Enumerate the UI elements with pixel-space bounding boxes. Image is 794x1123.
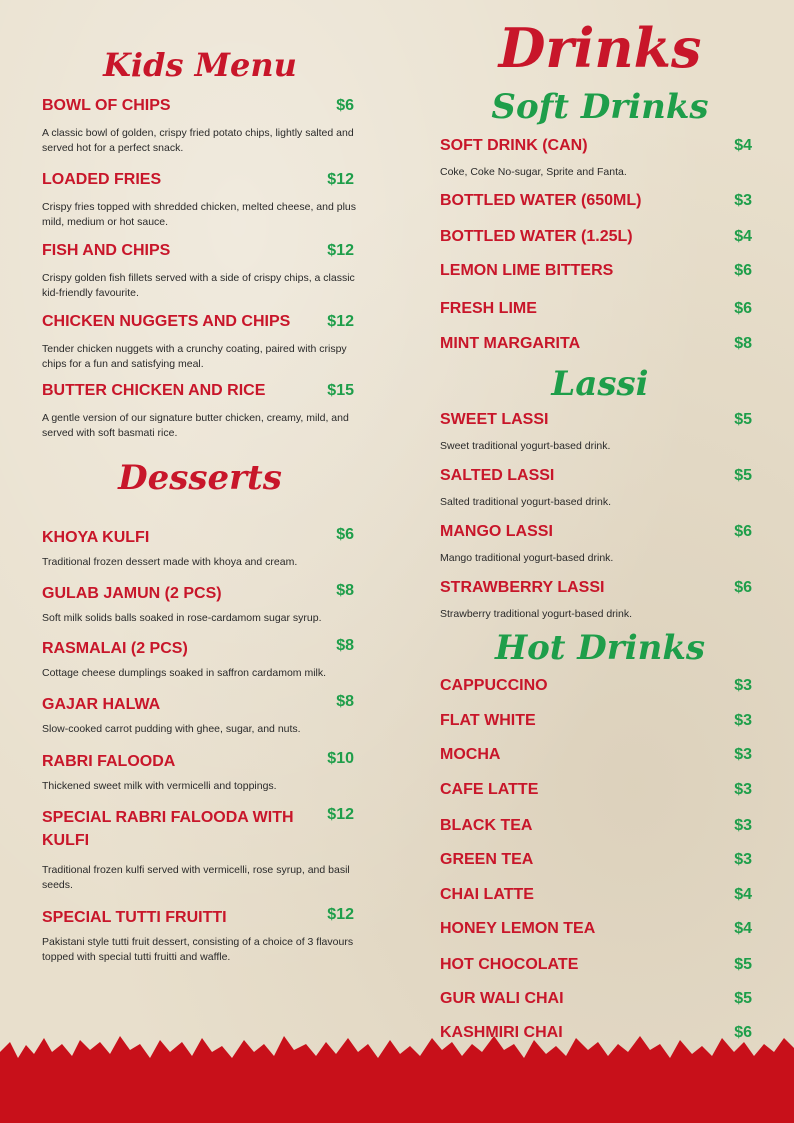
desserts-heading: Desserts [118,458,282,498]
item-price: $8 [734,335,752,352]
item-description: Soft milk solids balls soaked in rose-cardamom sugar syrup. [42,612,322,624]
item-name: HONEY LEMON TEA [440,920,596,937]
item-price: $6 [336,97,354,114]
item-description: Strawberry traditional yogurt-based drink. [440,608,633,620]
item-price: $12 [327,906,354,923]
item-price: $6 [734,262,752,279]
item-price: $5 [734,956,752,973]
item-price: $3 [734,677,752,694]
item-name: CHAI LATTE [440,886,534,903]
item-name: MINT MARGARITA [440,335,581,352]
item-description: Salted traditional yogurt-based drink. [440,496,612,508]
hot-drinks-heading: Hot Drinks [494,628,706,668]
item-price: $4 [734,228,752,245]
item-name: LEMON LIME BITTERS [440,262,614,279]
item-name: MANGO LASSI [440,523,553,540]
item-price: $6 [336,526,354,543]
item-description: Sweet traditional yogurt-based drink. [440,440,611,452]
item-price: $8 [336,693,354,710]
item-name: BOWL OF CHIPS [42,97,171,114]
item-price: $3 [734,781,752,798]
item-price: $12 [327,313,354,330]
item-price: $3 [734,851,752,868]
item-name: GREEN TEA [440,851,534,868]
item-price: $4 [734,920,752,937]
item-price: $15 [327,382,354,399]
item-name: SWEET LASSI [440,411,549,428]
item-name: CHICKEN NUGGETS AND CHIPS [42,313,291,330]
item-name: KASHMIRI CHAI [440,1024,563,1041]
item-price: $5 [734,411,752,428]
item-price: $12 [327,171,354,188]
item-price: $6 [734,579,752,596]
kids-menu-heading: Kids Menu [103,46,297,84]
item-price: $12 [327,242,354,259]
item-name: BLACK TEA [440,817,533,834]
item-price: $12 [327,806,354,823]
item-name: SALTED LASSI [440,467,555,484]
item-name: RASMALAI (2 PCS) [42,640,188,657]
item-description: A classic bowl of golden, crispy fried potato chips, lightly salted and served hot for a perfect snack. [42,127,354,154]
item-price: $3 [734,817,752,834]
item-name: BOTTLED WATER (650ML) [440,192,642,209]
item-price: $8 [336,637,354,654]
item-description: Slow-cooked carrot pudding with ghee, sugar, and nuts. [42,723,301,735]
soft-drinks-heading: Soft Drinks [491,87,709,127]
item-description: A gentle version of our signature butter chicken, creamy, mild, and served with soft basmati rice. [42,412,349,439]
item-description: Mango traditional yogurt-based drink. [440,552,614,564]
item-description: Thickened sweet milk with vermicelli and toppings. [42,780,277,792]
item-name: RABRI FALOODA [42,753,176,770]
item-price: $3 [734,192,752,209]
item-name: SOFT DRINK (CAN) [440,137,588,154]
item-name: CAPPUCCINO [440,677,548,694]
item-price: $5 [734,467,752,484]
item-price: $3 [734,712,752,729]
item-description: Traditional frozen dessert made with khoya and cream. [42,556,298,568]
item-price: $4 [734,886,752,903]
bottom-torn-band [0,1030,794,1123]
item-description: Cottage cheese dumplings soaked in saffron cardamom milk. [42,667,327,679]
item-description: Pakistani style tutti fruit dessert, consisting of a choice of 3 flavours topped with special tutti fruitti and waffle. [42,936,354,963]
item-description: Crispy golden fish fillets served with a side of crispy chips, a classic kid-friendly favourite. [42,272,355,299]
item-price: $8 [336,582,354,599]
item-name: MOCHA [440,746,501,763]
item-description: Crispy fries topped with shredded chicken, melted cheese, and plus mild, medium or hot sauce. [42,201,357,228]
item-name: HOT CHOCOLATE [440,956,579,973]
item-name: KHOYA KULFI [42,529,150,546]
item-name: BUTTER CHICKEN AND RICE [42,382,266,399]
item-price: $5 [734,990,752,1007]
item-name: LOADED FRIES [42,171,162,188]
item-description: Traditional frozen kulfi served with vermicelli, rose syrup, and basil seeds. [42,864,350,891]
item-description: Coke, Coke No-sugar, Sprite and Fanta. [440,166,627,178]
item-name: SPECIAL TUTTI FRUITTI [42,909,227,926]
item-name: GUR WALI CHAI [440,990,564,1007]
item-name: GULAB JAMUN (2 PCS) [42,585,222,602]
item-price: $6 [734,1024,752,1041]
item-price: $3 [734,746,752,763]
item-price: $6 [734,300,752,317]
item-name: SPECIAL RABRI FALOODA WITH KULFI [42,809,294,849]
drinks-heading: Drinks [498,16,702,80]
item-name: GAJAR HALWA [42,696,161,713]
item-name: CAFE LATTE [440,781,539,798]
lassi-heading: Lassi [551,364,649,404]
item-name: FISH AND CHIPS [42,242,171,259]
item-price: $6 [734,523,752,540]
item-price: $10 [327,750,354,767]
item-name: STRAWBERRY LASSI [440,579,605,596]
item-name: BOTTLED WATER (1.25L) [440,228,633,245]
item-description: Tender chicken nuggets with a crunchy coating, paired with crispy chips for a fun and satisfying meal. [42,343,347,370]
item-name: FLAT WHITE [440,712,536,729]
item-name: FRESH LIME [440,300,537,317]
item-price: $4 [734,137,752,154]
